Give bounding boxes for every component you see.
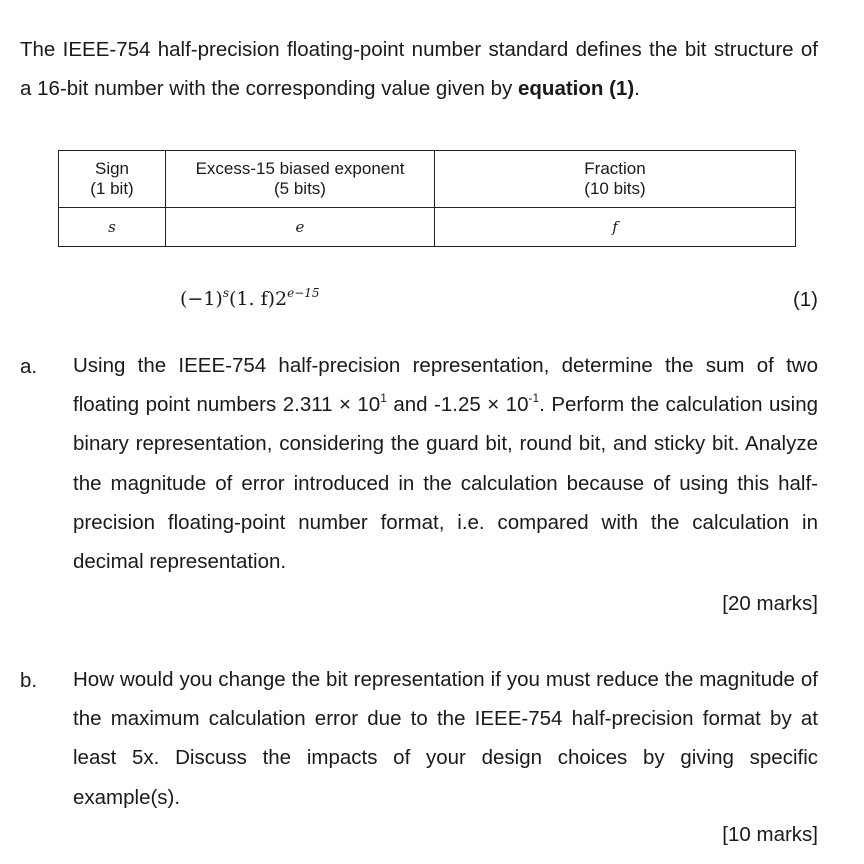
sign-variable: s <box>59 208 166 247</box>
fraction-variable: f <box>435 208 796 247</box>
sign-header: Sign (1 bit) <box>59 151 166 208</box>
bit-structure-table <box>58 150 796 247</box>
question-b-marks: [10 marks] <box>722 823 818 846</box>
value-equation: $(-1)^s(1$. $f)2^{e-15}$ <box>180 286 320 310</box>
exponent-header: Excess-15 biased exponent (5 bits) <box>166 151 435 208</box>
question-a-marks: [20 marks] <box>722 592 818 615</box>
question-a-label: a. <box>20 355 38 378</box>
equation-reference: equation (1) <box>518 77 635 100</box>
question-b-label: b. <box>20 669 38 692</box>
intro-text: The IEEE-754 half-precision floating-point number standard defines the bit structure of a 16-bit number with the corresponding value given by <box>20 38 818 100</box>
question-b-text: How would you change the bit representation if you must reduce the magnitude of the maximum calculation error due to the IEEE-754 half-precision format by at least 5x. Discuss the impacts of your design choices by giving specific example(s). <box>73 668 818 809</box>
intro-end: . <box>634 77 640 100</box>
equation-number: (1) <box>792 288 818 311</box>
table-variable-row <box>59 208 796 247</box>
intro-paragraph <box>20 30 818 108</box>
table-header-row <box>59 151 796 208</box>
fraction-header: Fraction (10 bits) <box>435 151 796 208</box>
question-a-text: Using the IEEE-754 half-precision representation, determine the sum of two floating point numbers $2.311 \times 10^1$ and $-1.25 \times 10^{-1}$. Perform the calculation using binary representation, considering the guard bit, round bit, and sticky bit. Analyze the magnitude of error introduced in the calculation because of using this half-precision floating-point number format, i.e. compared with the calculation in decimal representation. <box>73 354 818 574</box>
exponent-variable: e <box>166 208 435 247</box>
